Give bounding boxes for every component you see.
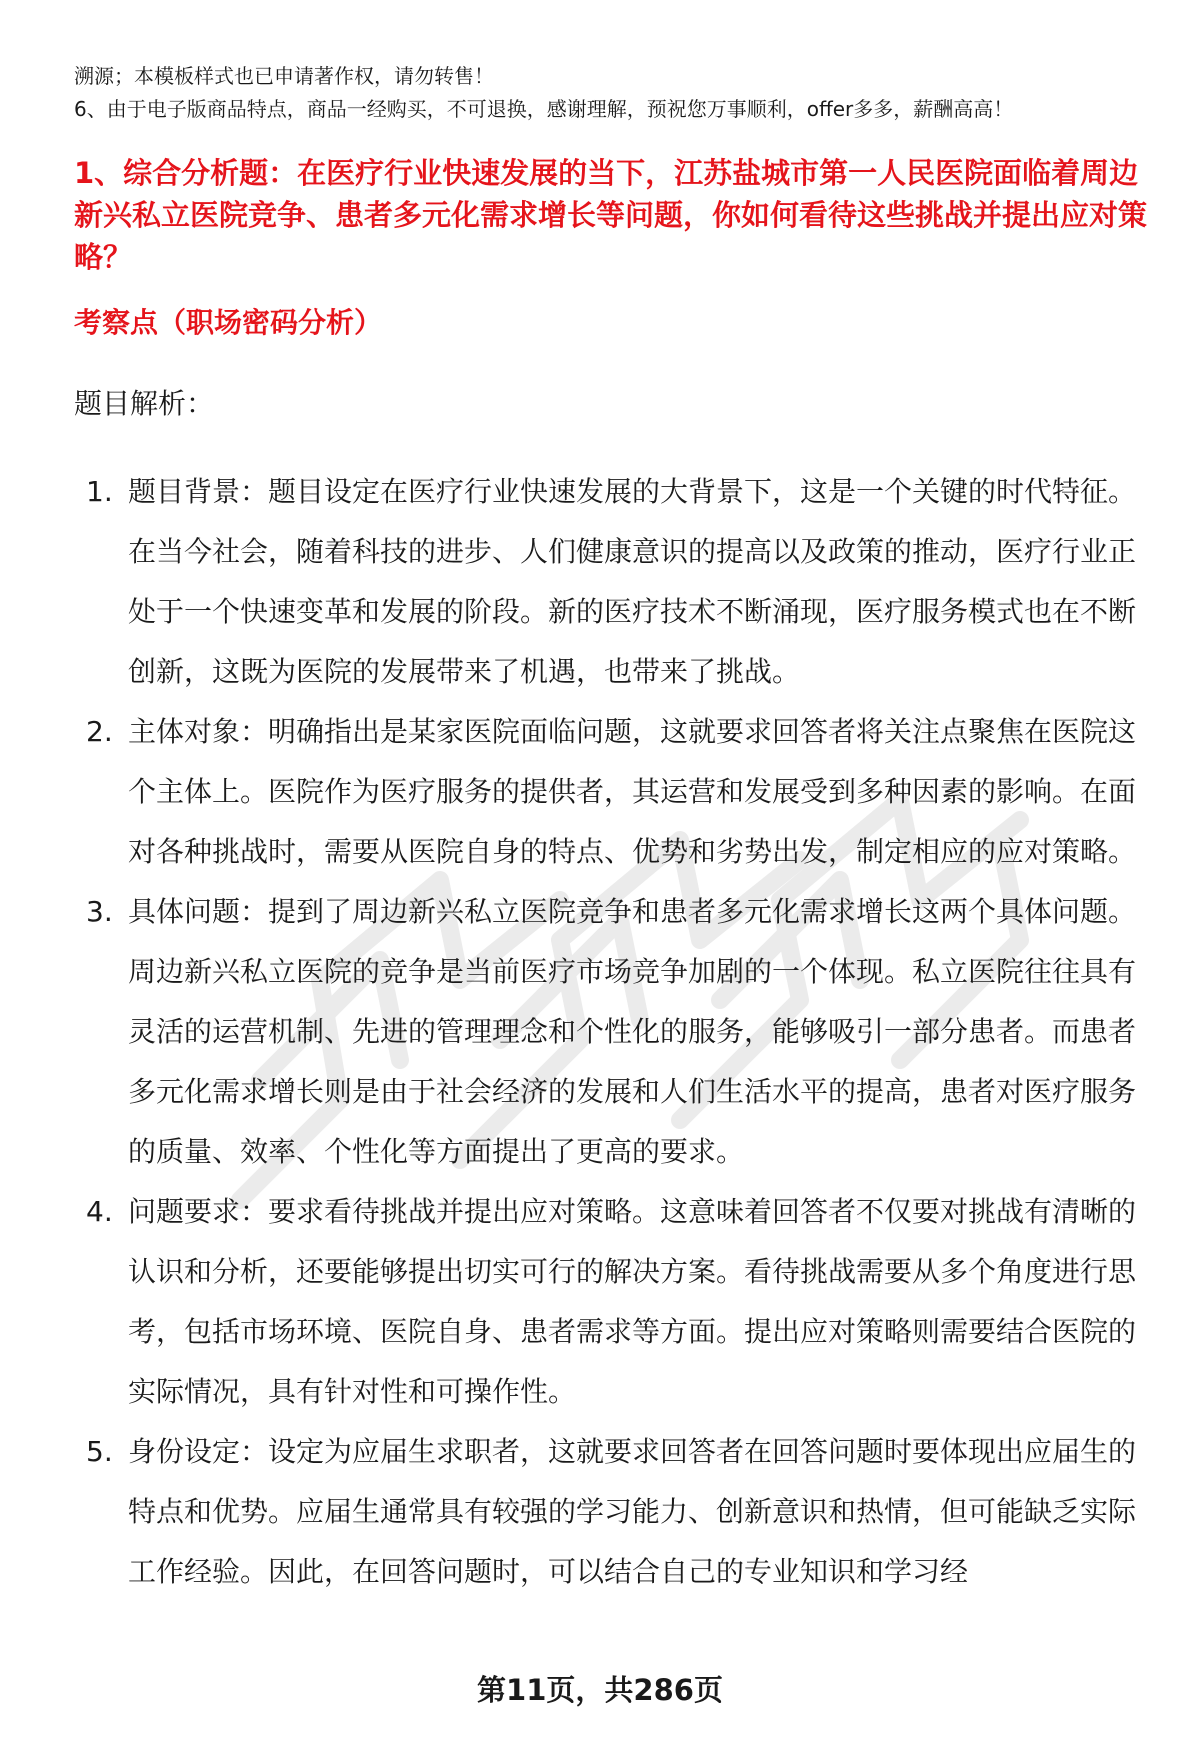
list-item xyxy=(74,882,1154,1182)
question-heading: 1、综合分析题：在医疗行业快速发展的当下，江苏盐城市第一人民医院面临着周边新兴私立医院竞争、患者多元化需求增长等问题，你如何看待这些挑战并提出应对策略？ xyxy=(74,156,1148,274)
list-item-text: 主体对象：明确指出是某家医院面临问题，这就要求回答者将关注点聚焦在医院这个主体上。医院作为医疗服务的提供者，其运营和发展受到多种因素的影响。在面对各种挑战时，需要从医院自身的特点、优势和劣势出发，制定相应的应对策略。 xyxy=(128,715,1137,868)
purchase-notice xyxy=(74,60,1154,126)
list-item xyxy=(74,702,1154,882)
list-item-text: 问题要求：要求看待挑战并提出应对策略。这意味着回答者不仅要对挑战有清晰的认识和分析，还要能够提出切实可行的解决方案。看待挑战需要从多个角度进行思考，包括市场环境、医院自身、患者需求等方面。提出应对策略则需要结合医院的实际情况，具有针对性和可操作性。 xyxy=(128,1195,1137,1408)
notice-line-1: 溯源；本模板样式也已申请著作权，请勿转售！ xyxy=(74,64,494,88)
list-item-text: 具体问题：提到了周边新兴私立医院竞争和患者多元化需求增长这两个具体问题。周边新兴私立医院的竞争是当前医疗市场竞争加剧的一个体现。私立医院往往具有灵活的运营机制、先进的管理理念和个性化的服务，能够吸引一部分患者。而患者多元化需求增长则是由于社会经济的发展和人们生活水平的提高，患者对医疗服务的质量、效率、个性化等方面提出了更高的要求。 xyxy=(128,895,1137,1168)
analysis-list xyxy=(74,462,1154,1602)
list-item-number: 4. xyxy=(86,1195,113,1228)
list-item-text: 题目背景：题目设定在医疗行业快速发展的大背景下，这是一个关键的时代特征。在当今社会，随着科技的进步、人们健康意识的提高以及政策的推动，医疗行业正处于一个快速变革和发展的阶段。新的医疗技术不断涌现，医疗服务模式也在不断创新，这既为医院的发展带来了机遇，也带来了挑战。 xyxy=(128,475,1137,688)
list-item-number: 1. xyxy=(86,475,113,508)
list-item xyxy=(74,1182,1154,1422)
list-item-text: 身份设定：设定为应届生求职者，这就要求回答者在回答问题时要体现出应届生的特点和优势。应届生通常具有较强的学习能力、创新意识和热情，但可能缺乏实际工作经验。因此，在回答问题时，可以结合自己的专业知识和学习经 xyxy=(128,1435,1137,1588)
list-item-number: 3. xyxy=(86,895,113,928)
section-heading-kaochadian: 考察点（职场密码分析） xyxy=(74,306,383,339)
list-item xyxy=(74,462,1154,702)
notice-line-2: 6、由于电子版商品特点，商品一经购买，不可退换，感谢理解，预祝您万事顺利，offer多多，薪酬高高！ xyxy=(74,97,1014,121)
analysis-title: 题目解析： xyxy=(74,387,215,420)
list-item-number: 5. xyxy=(86,1435,113,1468)
page-number-footer: 第11页，共286页 xyxy=(477,1673,723,1707)
list-item xyxy=(74,1422,1154,1602)
list-item-number: 2. xyxy=(86,715,113,748)
